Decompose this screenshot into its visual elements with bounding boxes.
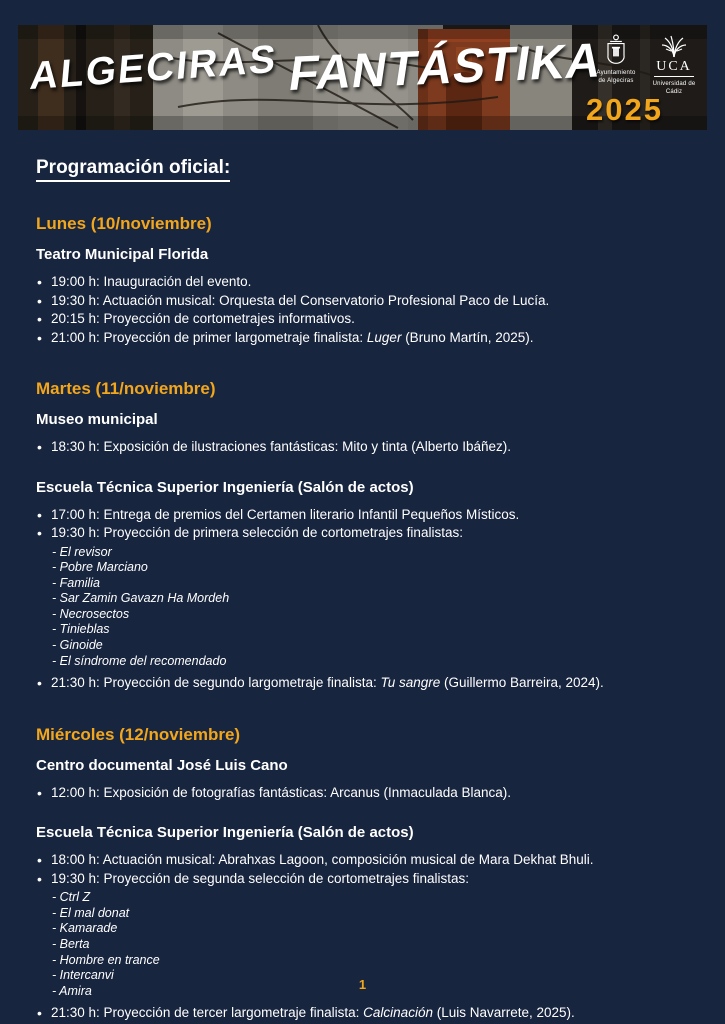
event-text: 20:15 h: Proyección de cortometrajes informativos. xyxy=(51,311,355,326)
event-item xyxy=(36,438,689,457)
festival-year: 2025 xyxy=(586,92,663,127)
event-item xyxy=(36,329,689,348)
venue-name: Teatro Municipal Florida xyxy=(36,246,209,263)
film-list xyxy=(52,545,689,670)
day-title: Miércoles (12/noviembre) xyxy=(36,724,241,744)
program-days xyxy=(36,213,689,1023)
event-item xyxy=(36,851,689,870)
film-title: - Berta xyxy=(52,937,90,952)
event-item xyxy=(36,524,689,669)
uca-label: Universidad de Cádiz xyxy=(652,81,696,96)
film-title: - Amira xyxy=(52,983,92,998)
day-section xyxy=(36,378,689,693)
venue-name: Escuela Técnica Superior Ingeniería (Salón de actos) xyxy=(36,478,414,496)
event-text: 18:00 h: Actuación musical: Abrahxas Lagoon, composición musical de Mara Dekhat Bhuli. xyxy=(51,852,594,868)
film-title: - Necrosectos xyxy=(52,606,130,621)
film-title: - Ginoide xyxy=(52,638,103,653)
uca-acronym: UCA xyxy=(654,59,694,77)
uca-logo xyxy=(651,34,697,96)
ayuntamiento-logo xyxy=(593,34,639,85)
event-text: 21:30 h: Proyección de tercer largometraje finalista: xyxy=(51,1005,364,1021)
event-text: 21:00 h: Proyección de primer largometraje finalista: xyxy=(51,329,367,345)
film-title: - El revisor xyxy=(52,544,112,559)
event-item xyxy=(36,310,689,329)
crest-icon xyxy=(603,34,629,66)
film-title: - Tinieblas xyxy=(52,622,110,637)
event-text: 12:00 h: Exposición de fotografías fantásticas: Arcanus (Inmaculada Blanca). xyxy=(51,784,512,800)
event-item xyxy=(36,784,689,803)
event-list xyxy=(36,273,689,347)
film-title: - Intercanvi xyxy=(52,968,114,983)
banner xyxy=(18,25,707,130)
event-text: 21:30 h: Proyección de segundo largometraje finalista: xyxy=(51,675,381,691)
film-title: - El síndrome del recomendado xyxy=(52,653,227,668)
ayuntamiento-label: Ayuntamiento de Algeciras xyxy=(596,70,636,85)
film-title: - El mal donat xyxy=(52,905,130,920)
film-title: - Kamarade xyxy=(52,921,118,936)
film-title-inline: Tu sangre xyxy=(380,675,441,691)
event-item xyxy=(36,273,689,292)
page-title: Programación oficial: xyxy=(36,156,689,182)
day-title: Lunes (10/noviembre) xyxy=(36,214,212,233)
event-list xyxy=(36,851,689,1023)
day-section xyxy=(36,213,689,347)
film-title: - Pobre Marciano xyxy=(52,560,148,575)
event-item xyxy=(36,292,689,311)
event-text: 19:00 h: Inauguración del evento. xyxy=(51,274,252,289)
event-text: 19:30 h: Actuación musical: Orquesta del Conservatorio Profesional Paco de Lucía. xyxy=(51,292,550,308)
event-text: 19:30 h: Proyección de primera selección de cortometrajes finalistas: xyxy=(51,525,463,540)
film-title: - Familia xyxy=(52,575,100,590)
film-title-inline: Luger xyxy=(366,329,402,345)
event-item xyxy=(36,674,689,693)
film-title: - Sar Zamin Gavazn Ha Mordeh xyxy=(52,591,230,606)
event-item xyxy=(36,1004,689,1023)
venue-name: Escuela Técnica Superior Ingeniería (Salón de actos) xyxy=(36,824,414,842)
venue-name: Centro documental José Luis Cano xyxy=(36,756,288,774)
event-text: 18:30 h: Exposición de ilustraciones fantásticas: Mito y tinta (Alberto Ibáñez). xyxy=(51,439,511,454)
event-list xyxy=(36,438,689,457)
event-text: (Luis Navarrete, 2025). xyxy=(432,1005,575,1021)
program-content xyxy=(0,156,725,1023)
festival-logo-word-1: ALGECIRAS xyxy=(28,37,280,99)
event-text: (Bruno Martín, 2025). xyxy=(401,329,534,345)
event-text: 17:00 h: Entrega de premios del Certamen literario Infantil Pequeños Místicos. xyxy=(51,506,520,522)
event-list xyxy=(36,784,689,803)
film-title: - Hombre en trance xyxy=(52,952,160,967)
page-number: 1 xyxy=(358,977,367,992)
film-title-inline: Calcinación xyxy=(363,1005,433,1021)
festival-logo-word-2: FANTÁSTIKA xyxy=(285,33,606,102)
event-text: 19:30 h: Proyección de segunda selección de cortometrajes finalistas: xyxy=(51,870,469,886)
event-text: (Guillermo Barreira, 2024). xyxy=(440,675,604,691)
uca-bird-icon xyxy=(659,34,689,58)
film-title: - Ctrl Z xyxy=(52,890,91,905)
venue-name: Museo municipal xyxy=(36,411,158,428)
day-title: Martes (11/noviembre) xyxy=(36,379,216,398)
event-item xyxy=(36,506,689,525)
event-list xyxy=(36,506,689,693)
partner-logos xyxy=(593,34,697,96)
